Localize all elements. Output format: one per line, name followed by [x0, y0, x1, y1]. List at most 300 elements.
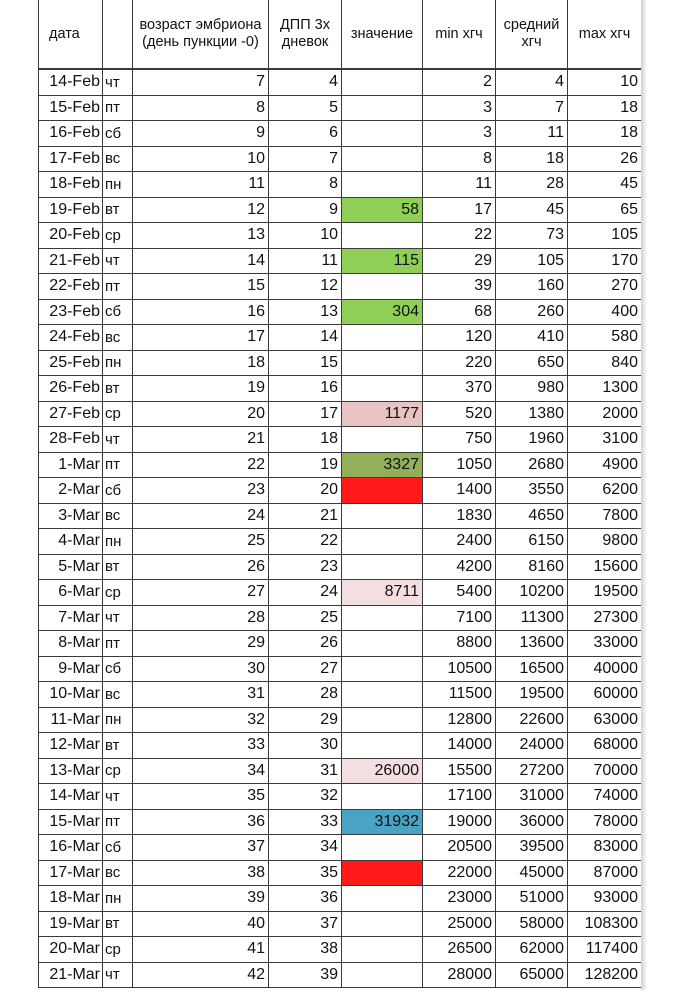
- cell-max-hcg[interactable]: 128200: [568, 962, 642, 988]
- cell-min-hcg[interactable]: 7100: [423, 605, 496, 631]
- cell-min-hcg[interactable]: 20500: [423, 835, 496, 861]
- cell-avg-hcg[interactable]: 16500: [496, 656, 568, 682]
- cell-date[interactable]: 5-Mar: [39, 554, 103, 580]
- cell-min-hcg[interactable]: 17: [423, 197, 496, 223]
- cell-weekday[interactable]: чт: [103, 427, 133, 453]
- cell-weekday[interactable]: пн: [103, 529, 133, 555]
- cell-min-hcg[interactable]: 8800: [423, 631, 496, 657]
- cell-min-hcg[interactable]: 5400: [423, 580, 496, 606]
- cell-value[interactable]: [342, 656, 423, 682]
- cell-dpp[interactable]: 13: [269, 299, 342, 325]
- cell-min-hcg[interactable]: 68: [423, 299, 496, 325]
- cell-max-hcg[interactable]: 7800: [568, 503, 642, 529]
- cell-max-hcg[interactable]: 65: [568, 197, 642, 223]
- cell-value[interactable]: [342, 886, 423, 912]
- cell-date[interactable]: 17-Mar: [39, 860, 103, 886]
- cell-weekday[interactable]: вт: [103, 733, 133, 759]
- cell-embryo-age[interactable]: 23: [133, 478, 269, 504]
- cell-embryo-age[interactable]: 20: [133, 401, 269, 427]
- cell-value[interactable]: [342, 835, 423, 861]
- cell-weekday[interactable]: ср: [103, 937, 133, 963]
- header-avg-hcg[interactable]: средний хгч: [496, 0, 568, 69]
- cell-weekday[interactable]: сб: [103, 835, 133, 861]
- cell-embryo-age[interactable]: 37: [133, 835, 269, 861]
- cell-avg-hcg[interactable]: 2680: [496, 452, 568, 478]
- cell-date[interactable]: 25-Feb: [39, 350, 103, 376]
- cell-max-hcg[interactable]: 74000: [568, 784, 642, 810]
- cell-dpp[interactable]: 25: [269, 605, 342, 631]
- cell-embryo-age[interactable]: 33: [133, 733, 269, 759]
- cell-dpp[interactable]: 32: [269, 784, 342, 810]
- cell-embryo-age[interactable]: 39: [133, 886, 269, 912]
- cell-embryo-age[interactable]: 30: [133, 656, 269, 682]
- cell-avg-hcg[interactable]: 73: [496, 223, 568, 249]
- cell-avg-hcg[interactable]: 1960: [496, 427, 568, 453]
- cell-dpp[interactable]: 36: [269, 886, 342, 912]
- cell-dpp[interactable]: 37: [269, 911, 342, 937]
- cell-weekday[interactable]: пн: [103, 886, 133, 912]
- cell-embryo-age[interactable]: 31: [133, 682, 269, 708]
- cell-max-hcg[interactable]: 108300: [568, 911, 642, 937]
- cell-date[interactable]: 18-Mar: [39, 886, 103, 912]
- cell-weekday[interactable]: пн: [103, 350, 133, 376]
- cell-date[interactable]: 16-Mar: [39, 835, 103, 861]
- cell-date[interactable]: 20-Mar: [39, 937, 103, 963]
- cell-avg-hcg[interactable]: 36000: [496, 809, 568, 835]
- cell-date[interactable]: 15-Feb: [39, 95, 103, 121]
- cell-weekday[interactable]: чт: [103, 69, 133, 95]
- cell-value[interactable]: [342, 631, 423, 657]
- cell-embryo-age[interactable]: 29: [133, 631, 269, 657]
- cell-min-hcg[interactable]: 3: [423, 121, 496, 147]
- cell-min-hcg[interactable]: 2: [423, 69, 496, 95]
- cell-weekday[interactable]: вс: [103, 325, 133, 351]
- header-embryo-age[interactable]: возраст эмбриона (день пункции -0): [133, 0, 269, 69]
- cell-value[interactable]: [342, 529, 423, 555]
- cell-max-hcg[interactable]: 70000: [568, 758, 642, 784]
- cell-date[interactable]: 24-Feb: [39, 325, 103, 351]
- cell-max-hcg[interactable]: 117400: [568, 937, 642, 963]
- cell-avg-hcg[interactable]: 62000: [496, 937, 568, 963]
- cell-embryo-age[interactable]: 15: [133, 274, 269, 300]
- cell-max-hcg[interactable]: 45: [568, 172, 642, 198]
- cell-avg-hcg[interactable]: 58000: [496, 911, 568, 937]
- cell-date[interactable]: 1-Mar: [39, 452, 103, 478]
- cell-embryo-age[interactable]: 24: [133, 503, 269, 529]
- cell-avg-hcg[interactable]: 7: [496, 95, 568, 121]
- cell-weekday[interactable]: пт: [103, 452, 133, 478]
- cell-weekday[interactable]: вс: [103, 682, 133, 708]
- cell-weekday[interactable]: пт: [103, 631, 133, 657]
- cell-avg-hcg[interactable]: 10200: [496, 580, 568, 606]
- cell-max-hcg[interactable]: 3100: [568, 427, 642, 453]
- cell-dpp[interactable]: 6: [269, 121, 342, 147]
- cell-date[interactable]: 13-Mar: [39, 758, 103, 784]
- cell-min-hcg[interactable]: 10500: [423, 656, 496, 682]
- cell-min-hcg[interactable]: 3: [423, 95, 496, 121]
- cell-avg-hcg[interactable]: 28: [496, 172, 568, 198]
- cell-min-hcg[interactable]: 220: [423, 350, 496, 376]
- cell-weekday[interactable]: чт: [103, 248, 133, 274]
- cell-avg-hcg[interactable]: 160: [496, 274, 568, 300]
- cell-embryo-age[interactable]: 25: [133, 529, 269, 555]
- cell-min-hcg[interactable]: 22000: [423, 860, 496, 886]
- cell-dpp[interactable]: 23: [269, 554, 342, 580]
- cell-embryo-age[interactable]: 26: [133, 554, 269, 580]
- cell-avg-hcg[interactable]: 260: [496, 299, 568, 325]
- cell-value[interactable]: 58: [342, 197, 423, 223]
- cell-embryo-age[interactable]: 14: [133, 248, 269, 274]
- cell-max-hcg[interactable]: 63000: [568, 707, 642, 733]
- cell-max-hcg[interactable]: 78000: [568, 809, 642, 835]
- cell-dpp[interactable]: 35: [269, 860, 342, 886]
- cell-avg-hcg[interactable]: 31000: [496, 784, 568, 810]
- cell-date[interactable]: 18-Feb: [39, 172, 103, 198]
- cell-dpp[interactable]: 19: [269, 452, 342, 478]
- cell-value[interactable]: [342, 121, 423, 147]
- cell-value[interactable]: 3327: [342, 452, 423, 478]
- cell-max-hcg[interactable]: 2000: [568, 401, 642, 427]
- cell-min-hcg[interactable]: 1050: [423, 452, 496, 478]
- cell-embryo-age[interactable]: 22: [133, 452, 269, 478]
- cell-embryo-age[interactable]: 7: [133, 69, 269, 95]
- cell-value[interactable]: [342, 274, 423, 300]
- cell-date[interactable]: 17-Feb: [39, 146, 103, 172]
- cell-date[interactable]: 28-Feb: [39, 427, 103, 453]
- cell-weekday[interactable]: сб: [103, 656, 133, 682]
- cell-min-hcg[interactable]: 2400: [423, 529, 496, 555]
- cell-min-hcg[interactable]: 26500: [423, 937, 496, 963]
- cell-min-hcg[interactable]: 11500: [423, 682, 496, 708]
- cell-avg-hcg[interactable]: 4650: [496, 503, 568, 529]
- cell-date[interactable]: 22-Feb: [39, 274, 103, 300]
- cell-embryo-age[interactable]: 28: [133, 605, 269, 631]
- cell-max-hcg[interactable]: 40000: [568, 656, 642, 682]
- cell-dpp[interactable]: 20: [269, 478, 342, 504]
- cell-value[interactable]: [342, 682, 423, 708]
- cell-value[interactable]: [342, 223, 423, 249]
- cell-value[interactable]: 26000: [342, 758, 423, 784]
- cell-avg-hcg[interactable]: 8160: [496, 554, 568, 580]
- cell-avg-hcg[interactable]: 19500: [496, 682, 568, 708]
- cell-max-hcg[interactable]: 60000: [568, 682, 642, 708]
- cell-weekday[interactable]: пн: [103, 707, 133, 733]
- cell-value[interactable]: [342, 554, 423, 580]
- cell-dpp[interactable]: 34: [269, 835, 342, 861]
- cell-min-hcg[interactable]: 12800: [423, 707, 496, 733]
- cell-date[interactable]: 27-Feb: [39, 401, 103, 427]
- cell-embryo-age[interactable]: 40: [133, 911, 269, 937]
- cell-min-hcg[interactable]: 11: [423, 172, 496, 198]
- cell-max-hcg[interactable]: 15600: [568, 554, 642, 580]
- cell-weekday[interactable]: пн: [103, 172, 133, 198]
- cell-date[interactable]: 14-Mar: [39, 784, 103, 810]
- cell-avg-hcg[interactable]: 18: [496, 146, 568, 172]
- cell-date[interactable]: 9-Mar: [39, 656, 103, 682]
- cell-max-hcg[interactable]: 270: [568, 274, 642, 300]
- cell-weekday[interactable]: ср: [103, 758, 133, 784]
- cell-date[interactable]: 26-Feb: [39, 376, 103, 402]
- cell-date[interactable]: 21-Feb: [39, 248, 103, 274]
- cell-value[interactable]: [342, 707, 423, 733]
- cell-embryo-age[interactable]: 34: [133, 758, 269, 784]
- cell-value[interactable]: [342, 172, 423, 198]
- cell-date[interactable]: 10-Mar: [39, 682, 103, 708]
- cell-min-hcg[interactable]: 750: [423, 427, 496, 453]
- cell-value[interactable]: [342, 784, 423, 810]
- cell-avg-hcg[interactable]: 13600: [496, 631, 568, 657]
- cell-max-hcg[interactable]: 6200: [568, 478, 642, 504]
- cell-value[interactable]: [342, 503, 423, 529]
- cell-min-hcg[interactable]: 1830: [423, 503, 496, 529]
- cell-dpp[interactable]: 12: [269, 274, 342, 300]
- cell-weekday[interactable]: чт: [103, 962, 133, 988]
- header-dpp[interactable]: ДПП 3х дневок: [269, 0, 342, 69]
- cell-dpp[interactable]: 8: [269, 172, 342, 198]
- cell-min-hcg[interactable]: 22: [423, 223, 496, 249]
- cell-embryo-age[interactable]: 17: [133, 325, 269, 351]
- cell-value[interactable]: [342, 350, 423, 376]
- cell-avg-hcg[interactable]: 24000: [496, 733, 568, 759]
- cell-min-hcg[interactable]: 17100: [423, 784, 496, 810]
- cell-dpp[interactable]: 31: [269, 758, 342, 784]
- cell-weekday[interactable]: пт: [103, 95, 133, 121]
- cell-embryo-age[interactable]: 10: [133, 146, 269, 172]
- cell-min-hcg[interactable]: 23000: [423, 886, 496, 912]
- cell-weekday[interactable]: ср: [103, 401, 133, 427]
- hcg-spreadsheet: [38, 0, 641, 988]
- cell-embryo-age[interactable]: 32: [133, 707, 269, 733]
- cell-max-hcg[interactable]: 18: [568, 121, 642, 147]
- cell-dpp[interactable]: 33: [269, 809, 342, 835]
- cell-date[interactable]: 14-Feb: [39, 69, 103, 95]
- cell-value[interactable]: [342, 733, 423, 759]
- cell-max-hcg[interactable]: 170: [568, 248, 642, 274]
- cell-max-hcg[interactable]: 87000: [568, 860, 642, 886]
- cell-weekday[interactable]: вс: [103, 146, 133, 172]
- cell-date[interactable]: 8-Mar: [39, 631, 103, 657]
- cell-dpp[interactable]: 39: [269, 962, 342, 988]
- cell-weekday[interactable]: вт: [103, 911, 133, 937]
- cell-embryo-age[interactable]: 19: [133, 376, 269, 402]
- cell-date[interactable]: 12-Mar: [39, 733, 103, 759]
- cell-min-hcg[interactable]: 28000: [423, 962, 496, 988]
- cell-weekday[interactable]: вт: [103, 376, 133, 402]
- cell-max-hcg[interactable]: 580: [568, 325, 642, 351]
- cell-dpp[interactable]: 30: [269, 733, 342, 759]
- cell-embryo-age[interactable]: 27: [133, 580, 269, 606]
- cell-min-hcg[interactable]: 15500: [423, 758, 496, 784]
- cell-max-hcg[interactable]: 10: [568, 69, 642, 95]
- cell-dpp[interactable]: 17: [269, 401, 342, 427]
- cell-value[interactable]: 304: [342, 299, 423, 325]
- cell-dpp[interactable]: 11: [269, 248, 342, 274]
- cell-value[interactable]: [342, 376, 423, 402]
- cell-avg-hcg[interactable]: 6150: [496, 529, 568, 555]
- cell-max-hcg[interactable]: 68000: [568, 733, 642, 759]
- cell-min-hcg[interactable]: 39: [423, 274, 496, 300]
- cell-weekday[interactable]: вт: [103, 554, 133, 580]
- cell-embryo-age[interactable]: 11: [133, 172, 269, 198]
- cell-date[interactable]: 23-Feb: [39, 299, 103, 325]
- cell-date[interactable]: 6-Mar: [39, 580, 103, 606]
- cell-value[interactable]: [342, 478, 423, 504]
- cell-min-hcg[interactable]: 1400: [423, 478, 496, 504]
- cell-embryo-age[interactable]: 12: [133, 197, 269, 223]
- cell-weekday[interactable]: чт: [103, 605, 133, 631]
- table-row: [39, 274, 642, 300]
- cell-avg-hcg[interactable]: 27200: [496, 758, 568, 784]
- cell-avg-hcg[interactable]: 3550: [496, 478, 568, 504]
- header-max-hcg[interactable]: max хгч: [568, 0, 642, 69]
- cell-embryo-age[interactable]: 35: [133, 784, 269, 810]
- cell-date[interactable]: 11-Mar: [39, 707, 103, 733]
- cell-max-hcg[interactable]: 19500: [568, 580, 642, 606]
- header-date[interactable]: дата: [39, 0, 103, 69]
- cell-max-hcg[interactable]: 27300: [568, 605, 642, 631]
- cell-min-hcg[interactable]: 29: [423, 248, 496, 274]
- cell-dpp[interactable]: 24: [269, 580, 342, 606]
- cell-embryo-age[interactable]: 8: [133, 95, 269, 121]
- header-value[interactable]: значение: [342, 0, 423, 69]
- cell-avg-hcg[interactable]: 45000: [496, 860, 568, 886]
- cell-dpp[interactable]: 18: [269, 427, 342, 453]
- cell-value[interactable]: [342, 95, 423, 121]
- cell-max-hcg[interactable]: 840: [568, 350, 642, 376]
- cell-date[interactable]: 19-Feb: [39, 197, 103, 223]
- cell-min-hcg[interactable]: 4200: [423, 554, 496, 580]
- cell-value[interactable]: [342, 325, 423, 351]
- cell-weekday[interactable]: ср: [103, 580, 133, 606]
- cell-max-hcg[interactable]: 400: [568, 299, 642, 325]
- cell-dpp[interactable]: 10: [269, 223, 342, 249]
- table-body: [39, 69, 642, 988]
- cell-max-hcg[interactable]: 26: [568, 146, 642, 172]
- header-day[interactable]: [103, 0, 133, 69]
- cell-avg-hcg[interactable]: 650: [496, 350, 568, 376]
- cell-value[interactable]: [342, 146, 423, 172]
- cell-max-hcg[interactable]: 1300: [568, 376, 642, 402]
- cell-weekday[interactable]: пт: [103, 809, 133, 835]
- cell-min-hcg[interactable]: 520: [423, 401, 496, 427]
- cell-avg-hcg[interactable]: 11: [496, 121, 568, 147]
- header-row: [39, 0, 642, 69]
- cell-min-hcg[interactable]: 25000: [423, 911, 496, 937]
- cell-min-hcg[interactable]: 370: [423, 376, 496, 402]
- cell-dpp[interactable]: 27: [269, 656, 342, 682]
- cell-date[interactable]: 20-Feb: [39, 223, 103, 249]
- cell-weekday[interactable]: чт: [103, 784, 133, 810]
- cell-dpp[interactable]: 26: [269, 631, 342, 657]
- cell-max-hcg[interactable]: 105: [568, 223, 642, 249]
- cell-avg-hcg[interactable]: 1380: [496, 401, 568, 427]
- cell-weekday[interactable]: вс: [103, 503, 133, 529]
- cell-max-hcg[interactable]: 18: [568, 95, 642, 121]
- cell-value[interactable]: [342, 937, 423, 963]
- cell-date[interactable]: 4-Mar: [39, 529, 103, 555]
- cell-avg-hcg[interactable]: 105: [496, 248, 568, 274]
- cell-dpp[interactable]: 16: [269, 376, 342, 402]
- cell-embryo-age[interactable]: 16: [133, 299, 269, 325]
- cell-value[interactable]: [342, 605, 423, 631]
- cell-max-hcg[interactable]: 4900: [568, 452, 642, 478]
- cell-dpp[interactable]: 21: [269, 503, 342, 529]
- cell-embryo-age[interactable]: 18: [133, 350, 269, 376]
- cell-embryo-age[interactable]: 38: [133, 860, 269, 886]
- cell-embryo-age[interactable]: 9: [133, 121, 269, 147]
- cell-weekday[interactable]: вс: [103, 860, 133, 886]
- cell-embryo-age[interactable]: 41: [133, 937, 269, 963]
- cell-dpp[interactable]: 28: [269, 682, 342, 708]
- cell-avg-hcg[interactable]: 980: [496, 376, 568, 402]
- cell-avg-hcg[interactable]: 39500: [496, 835, 568, 861]
- cell-embryo-age[interactable]: 13: [133, 223, 269, 249]
- header-min-hcg[interactable]: min хгч: [423, 0, 496, 69]
- cell-min-hcg[interactable]: 14000: [423, 733, 496, 759]
- cell-weekday[interactable]: ср: [103, 223, 133, 249]
- cell-dpp[interactable]: 7: [269, 146, 342, 172]
- cell-min-hcg[interactable]: 120: [423, 325, 496, 351]
- cell-dpp[interactable]: 14: [269, 325, 342, 351]
- cell-avg-hcg[interactable]: 22600: [496, 707, 568, 733]
- cell-value[interactable]: 8711: [342, 580, 423, 606]
- cell-value[interactable]: [342, 860, 423, 886]
- cell-weekday[interactable]: сб: [103, 121, 133, 147]
- cell-min-hcg[interactable]: 19000: [423, 809, 496, 835]
- cell-weekday[interactable]: сб: [103, 478, 133, 504]
- cell-avg-hcg[interactable]: 51000: [496, 886, 568, 912]
- cell-date[interactable]: 15-Mar: [39, 809, 103, 835]
- cell-value[interactable]: [342, 911, 423, 937]
- cell-dpp[interactable]: 15: [269, 350, 342, 376]
- cell-date[interactable]: 2-Mar: [39, 478, 103, 504]
- cell-embryo-age[interactable]: 36: [133, 809, 269, 835]
- cell-dpp[interactable]: 38: [269, 937, 342, 963]
- cell-dpp[interactable]: 4: [269, 69, 342, 95]
- cell-date[interactable]: 19-Mar: [39, 911, 103, 937]
- cell-embryo-age[interactable]: 21: [133, 427, 269, 453]
- cell-value[interactable]: 115: [342, 248, 423, 274]
- cell-embryo-age[interactable]: 42: [133, 962, 269, 988]
- cell-avg-hcg[interactable]: 4: [496, 69, 568, 95]
- cell-weekday[interactable]: сб: [103, 299, 133, 325]
- cell-date[interactable]: 7-Mar: [39, 605, 103, 631]
- cell-max-hcg[interactable]: 33000: [568, 631, 642, 657]
- cell-value[interactable]: 1177: [342, 401, 423, 427]
- cell-avg-hcg[interactable]: 45: [496, 197, 568, 223]
- cell-value[interactable]: [342, 962, 423, 988]
- cell-min-hcg[interactable]: 8: [423, 146, 496, 172]
- cell-value[interactable]: [342, 69, 423, 95]
- cell-avg-hcg[interactable]: 410: [496, 325, 568, 351]
- cell-max-hcg[interactable]: 83000: [568, 835, 642, 861]
- cell-max-hcg[interactable]: 9800: [568, 529, 642, 555]
- cell-date[interactable]: 3-Mar: [39, 503, 103, 529]
- cell-weekday[interactable]: пт: [103, 274, 133, 300]
- cell-avg-hcg[interactable]: 11300: [496, 605, 568, 631]
- cell-value[interactable]: 31932: [342, 809, 423, 835]
- cell-max-hcg[interactable]: 93000: [568, 886, 642, 912]
- cell-dpp[interactable]: 29: [269, 707, 342, 733]
- cell-date[interactable]: 16-Feb: [39, 121, 103, 147]
- cell-dpp[interactable]: 22: [269, 529, 342, 555]
- cell-dpp[interactable]: 9: [269, 197, 342, 223]
- cell-weekday[interactable]: вт: [103, 197, 133, 223]
- cell-date[interactable]: 21-Mar: [39, 962, 103, 988]
- cell-dpp[interactable]: 5: [269, 95, 342, 121]
- cell-avg-hcg[interactable]: 65000: [496, 962, 568, 988]
- cell-value[interactable]: [342, 427, 423, 453]
